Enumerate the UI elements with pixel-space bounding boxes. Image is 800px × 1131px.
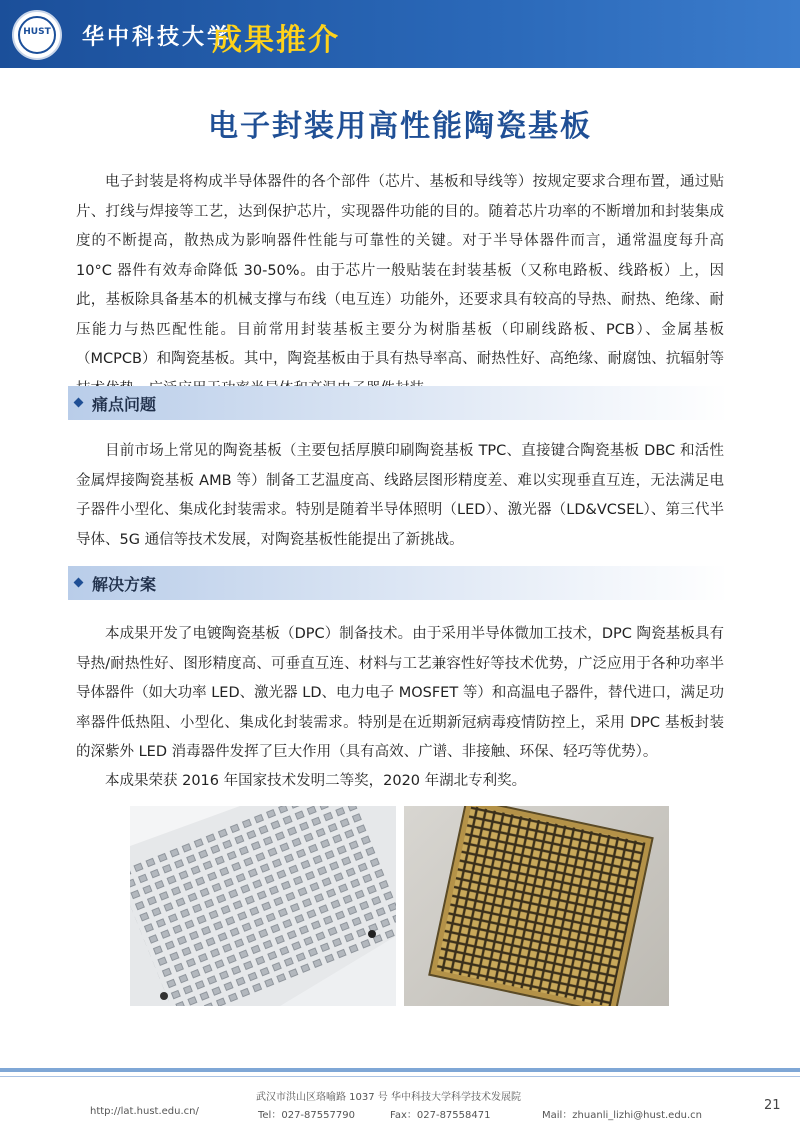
intro-paragraph: 电子封装是将构成半导体器件的各个部件（芯片、基板和导线等）按规定要求合理布置，通过贴片、打线与焊接等工艺，达到保护芯片，实现器件功能的目的。随着芯片功率的不断增加和封装集成度的不断提高，散热成为影响器件性能与可靠性的关键。对于半导体器件而言，通常温度每升高 10°C 器件有效寿命降低 30-50%。由于芯片一般贴装在封装基板（又称电路板、线路板）上，因此，基板除具备基本的机械支撑与布线（电互连）功能外，还要求具有较高的导热、耐热、绝缘、耐压能力与热匹配性能。目前常用封装基板主要分为树脂基板（印刷线路板、PCB）、金属基板（MCPCB）和陶瓷基板。其中，陶瓷基板由于具有热导率高、耐热性好、高绝缘、耐腐蚀、抗辐射等 [76,174,724,367]
award-paragraph: 本成果荣获 2016 年国家技术发明二等奖，2020 年湖北专利奖。 [105,773,527,789]
footer-rule [0,1068,800,1072]
section-heading: 解决方案 [92,575,157,594]
footer-fax: Fax：027-87558471 [390,1110,491,1121]
page-header [0,0,800,68]
footer-tel: Tel：027-87557790 [258,1110,355,1121]
footer-mail[interactable]: Mail：zhuanli_lizhi@hust.edu.cn [542,1110,703,1121]
section-tag: 成果推介 [212,23,340,58]
footer-url-link[interactable]: http://lat.hust.edu.cn/ [90,1106,199,1117]
section-heading: 痛点问题 [92,395,157,414]
logo-mark: HUST [23,27,51,37]
university-name: 华中科技大学 [82,24,233,50]
diamond-bullet-icon [74,578,84,588]
solution-paragraph: 本成果开发了电镀陶瓷基板（DPC）制备技术。由于采用半导体微加工技术，DPC 陶瓷基板具有导热/耐热性好、图形精度高、可垂直互连、材料与工艺兼容性好等技术优势，广泛应用于各种功率半导体器件（如大功率 LED、激光器 LD、电力电子 MOSFET 等）和高温电子器件，替代进口，满足功率器件低热阻、小型化、集成化封装需求。特别是在近期新冠病毒疫情防控上，采用 DPC 基板封装的深紫外 LED 消毒器件发挥了巨大作用（具有高效、广谱、非接触、环保、轻巧等优势）。 [76,626,724,760]
section-header-pain-points [68,386,728,420]
substrate-photo-right [404,806,669,1006]
document-title: 电子封装用高性能陶瓷基板 [208,109,592,144]
substrate-photo-left [130,806,396,1006]
gold-plated-dpc-substrate-image [404,806,669,1006]
page-number: 21 [764,1098,781,1113]
perforated-substrate-image [130,806,396,1006]
university-logo [12,10,62,60]
footer-address: 武汉市洪山区珞喻路 1037 号 华中科技大学科学技术发展院 [256,1092,521,1103]
pain-points-paragraph: 目前市场上常见的陶瓷基板（主要包括厚膜印刷陶瓷基板 TPC、直接键合陶瓷基板 DBC 和活性金属焊接陶瓷基板 AMB 等）制备工艺温度高、线路层图形精度差、难以实现垂直互连，无法满足电子器件小型化、集成化封装需求。特别是随着半导体照明（LED）、激光器（LD&VCSEL）、第三代半导体、5G 通信等技术发展，对陶瓷基板性能提出了新挑战。 [76,443,724,548]
diamond-bullet-icon [74,398,84,408]
section-header-solution [68,566,728,600]
footer-rule-thin [0,1076,800,1077]
